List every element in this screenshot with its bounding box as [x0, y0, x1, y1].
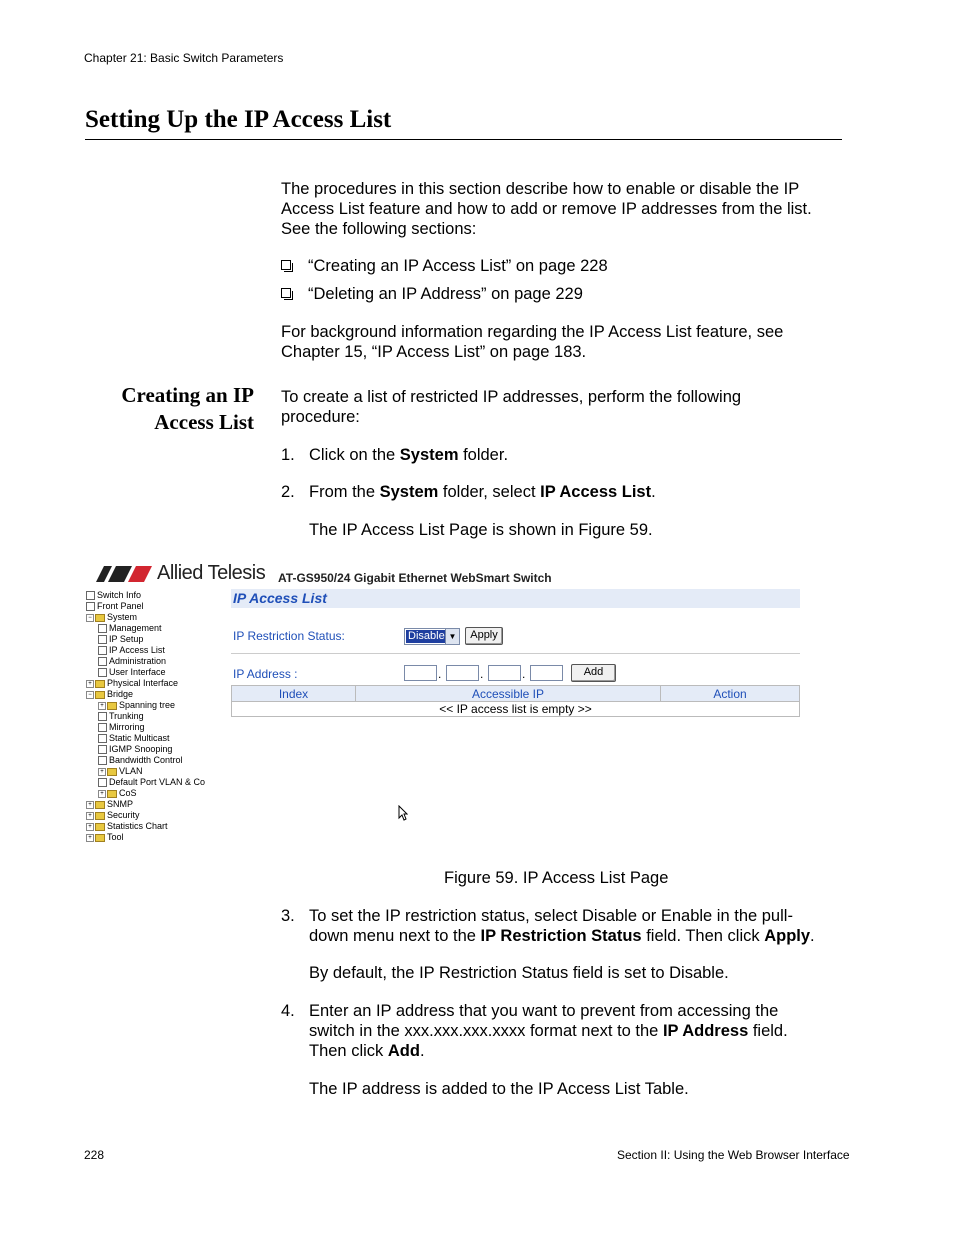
ip-access-list-table	[231, 685, 800, 717]
page-icon	[98, 624, 107, 633]
ip-octet-1-input[interactable]	[404, 665, 437, 681]
step-number: 4.	[281, 1002, 295, 1020]
page-icon	[86, 591, 95, 600]
page-number: 228	[84, 1148, 105, 1162]
ip-octet-3-input[interactable]	[488, 665, 521, 681]
bullet-icon	[281, 260, 291, 270]
page-icon	[98, 745, 107, 754]
page-icon	[86, 602, 95, 611]
step-number: 3.	[281, 907, 295, 925]
logo-text: Allied Telesis	[157, 562, 266, 584]
folder-icon	[95, 834, 105, 842]
tree-item-label: SNMP	[107, 799, 134, 809]
tree-item[interactable]	[86, 667, 205, 678]
tree-item[interactable]	[86, 832, 205, 843]
folder-icon	[95, 812, 105, 820]
folder-icon	[107, 768, 117, 776]
column-accessible-ip: Accessible IP	[356, 686, 661, 702]
step-4: Enter an IP address that you want to prevent from accessing the switch in the xxx.xxx.xxx.xxxx format next to the IP Address field. Then click Add.	[309, 1002, 788, 1060]
tree-item-label: Bridge	[107, 689, 134, 699]
tree-item[interactable]	[86, 799, 205, 810]
tree-item-label: Default Port VLAN & Co	[109, 777, 206, 787]
running-header: Chapter 21: Basic Switch Parameters	[84, 51, 284, 65]
ip-octet-2-input[interactable]	[446, 665, 479, 681]
tree-item-label: User Interface	[109, 667, 166, 677]
panel-title: IP Access List	[231, 589, 800, 608]
tree-item-label: Mirroring	[109, 722, 145, 732]
tree-item-label: Spanning tree	[119, 700, 176, 710]
tree-item-label: Administration	[109, 656, 167, 666]
page-icon	[98, 734, 107, 743]
expand-icon[interactable]: +	[98, 702, 106, 710]
tree-item[interactable]	[86, 744, 205, 755]
tree-item-label: Security	[107, 810, 140, 820]
tree-item-label: IP Setup	[109, 634, 144, 644]
mouse-cursor-icon	[398, 805, 408, 826]
bullet-item: “Deleting an IP Address” on page 229	[281, 285, 583, 304]
title-rule	[85, 139, 842, 140]
intro-paragraph: The procedures in this section describe how to enable or disable the IP Access List feature and how to add or remove IP addresses from the list. See the following sections:	[281, 180, 812, 238]
tree-item-label: Switch Info	[97, 590, 142, 600]
tree-item[interactable]	[86, 733, 205, 744]
folder-icon	[95, 680, 105, 688]
page-icon	[98, 657, 107, 666]
bullet-item: “Creating an IP Access List” on page 228	[281, 257, 608, 276]
tree-item-label: Bandwidth Control	[109, 755, 183, 765]
tree-item[interactable]	[86, 821, 205, 832]
tree-item[interactable]	[86, 656, 205, 667]
step-3-note: By default, the IP Restriction Status field is set to Disable.	[309, 964, 729, 982]
page-icon	[98, 668, 107, 677]
ip-restriction-status-label: IP Restriction Status:	[233, 629, 345, 643]
tree-item[interactable]	[86, 700, 205, 711]
step-number: 1.	[281, 446, 295, 464]
folder-icon	[95, 823, 105, 831]
step-1: Click on the System folder.	[309, 446, 509, 464]
tree-item-label: Tool	[107, 832, 124, 842]
tree-item-label: Front Panel	[97, 601, 144, 611]
step-3: To set the IP restriction status, select Disable or Enable in the pull- down menu next to the IP Restriction Status field. Then click Apply.	[309, 907, 815, 945]
background-paragraph: For background information regarding the IP Access List feature, see Chapter 15, “IP Access List” on page 183.	[281, 323, 784, 361]
tree-item[interactable]	[86, 678, 205, 689]
add-button[interactable]: Add	[571, 664, 616, 682]
expand-icon[interactable]: +	[86, 801, 94, 809]
expand-icon[interactable]: +	[98, 790, 106, 798]
chevron-down-icon: ▼	[445, 629, 459, 644]
expand-icon[interactable]: +	[86, 812, 94, 820]
page-icon	[98, 723, 107, 732]
tree-item[interactable]	[86, 601, 205, 612]
expand-icon[interactable]: +	[86, 834, 94, 842]
running-footer: Section II: Using the Web Browser Interface	[617, 1148, 850, 1162]
expand-icon[interactable]: +	[98, 768, 106, 776]
ip-address-label: IP Address :	[233, 667, 298, 681]
tree-item-label: Static Multicast	[109, 733, 170, 743]
tree-item[interactable]	[86, 645, 205, 656]
step-2-note: The IP Access List Page is shown in Figure 59.	[309, 521, 653, 539]
expand-icon[interactable]: +	[86, 680, 94, 688]
page-icon	[98, 635, 107, 644]
tree-item[interactable]	[86, 590, 205, 601]
table-header-row	[232, 686, 800, 702]
tree-item[interactable]	[86, 755, 205, 766]
apply-button[interactable]: Apply	[465, 627, 503, 645]
ip-dot: .	[522, 667, 526, 681]
step-4-note: The IP address is added to the IP Access List Table.	[309, 1080, 689, 1098]
page-icon	[98, 778, 107, 787]
tree-item-label: Statistics Chart	[107, 821, 168, 831]
empty-table-message: << IP access list is empty >>	[232, 702, 800, 717]
tree-item-label: Physical Interface	[107, 678, 179, 688]
column-index: Index	[232, 686, 356, 702]
tree-item-label: IGMP Snooping	[109, 744, 173, 754]
step-number: 2.	[281, 483, 295, 501]
collapse-icon[interactable]: −	[86, 614, 94, 622]
expand-icon[interactable]: +	[86, 823, 94, 831]
tree-item-label: VLAN	[119, 766, 143, 776]
tree-item[interactable]	[86, 788, 205, 799]
folder-icon	[107, 790, 117, 798]
folder-icon	[95, 691, 105, 699]
ip-dot: .	[480, 667, 484, 681]
tree-item[interactable]	[86, 612, 205, 623]
tree-item-label: IP Access List	[109, 645, 165, 655]
figure-caption: Figure 59. IP Access List Page	[444, 869, 669, 887]
tree-item-label: CoS	[119, 788, 137, 798]
folder-icon	[107, 702, 117, 710]
tree-item[interactable]	[86, 711, 205, 722]
allied-telesis-logo-icon	[96, 566, 154, 587]
folder-icon	[95, 614, 105, 622]
divider	[231, 653, 800, 654]
ip-restriction-status-select[interactable]: Disable ▼	[404, 628, 460, 645]
tree-item-label: Trunking	[109, 711, 144, 721]
tree-item-label: System	[107, 612, 138, 622]
page-icon	[98, 646, 107, 655]
bullet-icon	[281, 288, 291, 298]
column-action: Action	[661, 686, 800, 702]
tree-item[interactable]	[86, 689, 205, 700]
tree-item[interactable]	[86, 623, 205, 634]
tree-item[interactable]	[86, 722, 205, 733]
section-title: Setting Up the IP Access List	[85, 106, 392, 133]
ip-octet-4-input[interactable]	[530, 665, 563, 681]
step-2: From the System folder, select IP Access List.	[309, 483, 656, 501]
navigation-tree[interactable]	[86, 590, 205, 843]
subsection-title: Creating an IP Access List	[121, 383, 254, 434]
page-icon	[98, 756, 107, 765]
ip-dot: .	[438, 667, 442, 681]
collapse-icon[interactable]: −	[86, 691, 94, 699]
tree-item[interactable]	[86, 777, 205, 788]
folder-icon	[95, 801, 105, 809]
tree-item[interactable]	[86, 766, 205, 777]
model-title: AT-GS950/24 Gigabit Ethernet WebSmart Switch	[278, 571, 552, 585]
page-icon	[98, 712, 107, 721]
table-row	[232, 702, 800, 717]
lead-paragraph: To create a list of restricted IP addresses, perform the following procedure:	[281, 388, 742, 426]
tree-item[interactable]	[86, 810, 205, 821]
tree-item-label: Management	[109, 623, 162, 633]
tree-item[interactable]	[86, 634, 205, 645]
